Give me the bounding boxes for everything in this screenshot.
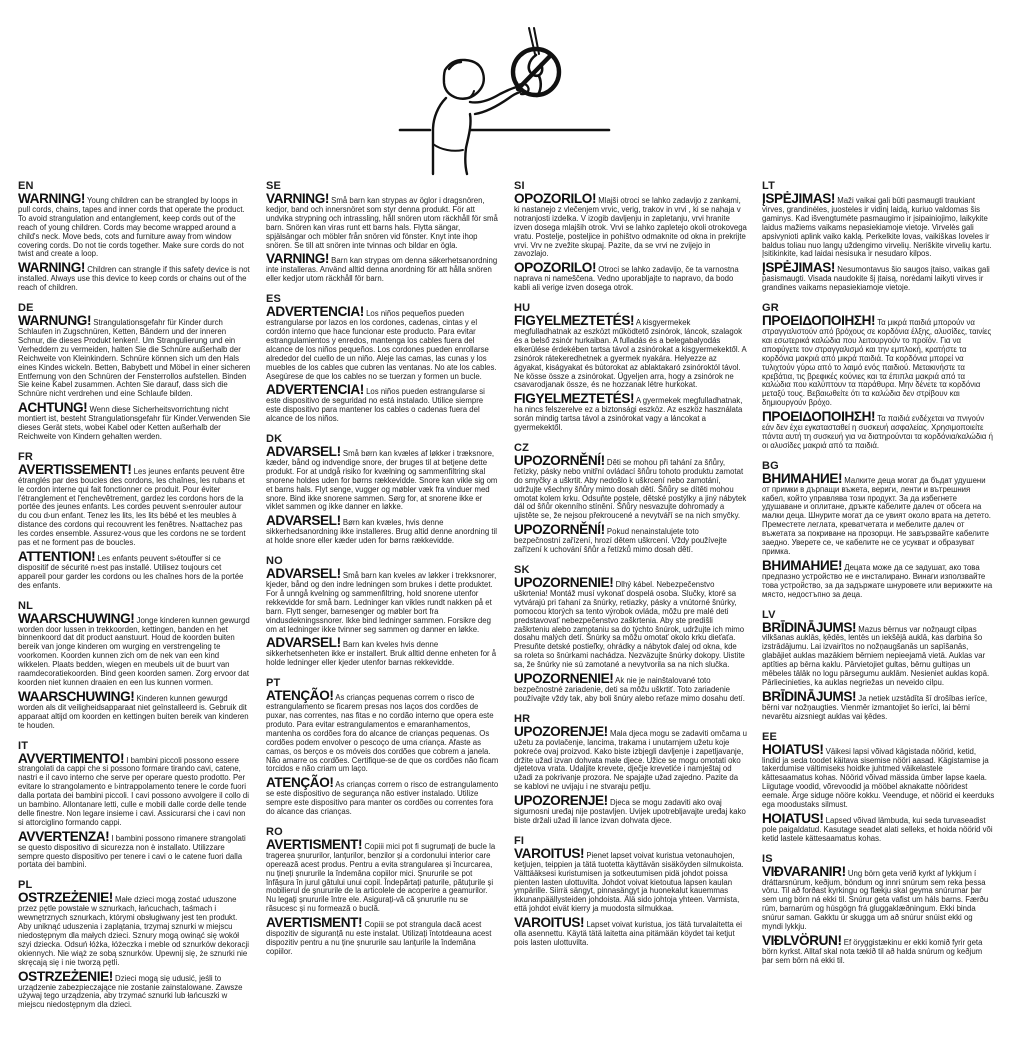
warning-heading: ADVARSEL!	[266, 513, 341, 529]
warning-paragraph: UPOZORENJE! Mala djeca mogu se zadaviti omčama u užetu za povlačenje, lancima, trakama i unutarnjem užetu koje pokreće ovaj proizvod. Kako biste izbjegli davljenje i zapetljavanje, držite užad izvan dohvata male djece. Užice se mogu omotati oko djetetova vrata. Udaljite krevete, dječje krevetiće i namještaj od užadi za pokrivanje prozora. Ne spajajte užad zajedno. Pazite da se kablovi ne uvijaju i ne stvaraju petlju.	[514, 723, 747, 792]
language-code: FI	[514, 834, 525, 847]
language-code: LV	[762, 608, 776, 621]
section-sk	[514, 564, 747, 704]
warning-paragraph: FIGYELMEZTETÉS! A gyermekek megfulladhatnak, ha nincs felszerelve ez a biztonsági eszköz. Az eszköz használata során mindig tartsa távol a zsinórokat vagy a láncokat a gyermekektől.	[514, 391, 743, 433]
language-code: SE	[266, 180, 282, 192]
warning-paragraph: HOIATUS! Väikesi lapsi võivad kägistada nöörid, ketid, lindid ja seda toodet käitava sisemise nööri aasad. Kägistamise ja takerdumise vältimiseks hoidke juhtmed väikelastele kättesaamatus kohas. Nöörid võivad mässida ümber lapse kaela. Liigutage voodid, võrevoodid ja mööbel aknakatte nööridest eemale. Ärge siduge nööre kokku. Veenduge, et nöörid ei keerduks ega moodustaks silmust.	[762, 741, 995, 810]
warning-heading: UPOZORENJE!	[514, 723, 608, 739]
language-code: DE	[18, 302, 34, 315]
warning-paragraph: ATENÇÃO! As crianças pequenas correm o risco de estrangulamento se ficarem presas nos laços dos cordões de puxar, nas correntes, nas fitas e no cordão interno que opera este produto. Para evitar estrangulamentos e emaranhamentos, mantenha os cordões fora do alcance de crianças pequenas. Os cordões podem envolver o pescoço de uma criança. Afaste as camas, os berços e os móveis dos cordões que cobrem a janela. Não amarre os cordões. Certifique-se de que os cordões não ficam torcidos e não criam um laço.	[266, 688, 499, 774]
section-nl	[18, 600, 251, 731]
warning-heading: BRĪDINĀJUMS!	[762, 688, 857, 704]
warning-heading: ВНИМАНИЕ!	[762, 557, 843, 573]
warning-heading: ADVERTENCIA!	[266, 382, 364, 398]
warning-paragraph: ADVARSEL! Børn kan kvæles, hvis denne sikkerhedsanordning ikke installeres. Brug altid denne anordning til at holde snore eller kæder uden for børns rækkevidde.	[266, 513, 498, 546]
language-code: DK	[266, 433, 283, 446]
warning-paragraph: OPOZORILO! Otroci se lahko zadavijo, če ta varnostna naprava ni nameščena. Vedno uporabljajte to napravo, da bodo kabli ali verige izven dosega otrok.	[514, 260, 739, 293]
warning-paragraph: ADVARSEL! Små børn kan kvæles af løkker i træksnore, kæder, bånd og indvendige snore, der bruges til at betjene dette produkt. For at undgå risiko for kvælning og sammenfiltring skal snorene holdes uden for børns rækkevidde. Snore kan vikle sig om et barns hals. Flyt senge, vugger og møbler væk fra vinduer med snore. Bind ikke snorene sammen. Sørg for, at snorene ikke er viklet sammen og ikke danner en løkke.	[266, 444, 498, 512]
warning-paragraph: ADVARSEL! Barn kan kveles hvis denne sikkerhetsenheten ikke er installert. Bruk alltid denne enheten for å holde ledninger eller kjeder utenfor barnas rekkevidde.	[266, 635, 497, 668]
warning-heading: WARNUNG!	[18, 313, 92, 329]
warning-heading: ĮSPĖJIMAS!	[762, 260, 836, 276]
warning-heading: ATENÇÃO!	[266, 688, 334, 704]
section-no	[266, 555, 499, 668]
warning-heading: WARNING!	[18, 191, 86, 206]
warning-paragraph: WAARSCHUWING! Jonge kinderen kunnen gewurgd worden door lussen in trekkoorden, kettingen, banden en het binnenkoord dat dit product aanstuurt. Houd de koorden buiten bereik van jonge kinderen om wurging en verstrengeling te voorkomen. Koorden kunnen zich om de nek van een kind wikkelen. Plaats bedden, wiegen en meubels uit de buurt van raamdecoratiekoorden. Bind geen koorden samen. Zorg ervoor dat koorden niet kunnen draaien en een lus kunnen vormen.	[18, 610, 250, 687]
warning-heading: ΠΡΟΕΙΔΟΠΟΙΗΣΗ!	[762, 409, 876, 425]
warning-heading: WAARSCHUWING!	[18, 688, 135, 704]
section-dk	[266, 433, 499, 546]
section-pl	[18, 879, 251, 1010]
section-lt	[762, 180, 995, 293]
warning-heading: ADVARSEL!	[266, 444, 341, 460]
section-hr	[514, 713, 747, 826]
warning-heading: OSTRZEŻENIE!	[18, 968, 113, 984]
warning-paragraph: AVVERTENZA! I bambini possono rimanere strangolati se questo dispositivo di sicurezza non è installato. Utilizzare sempre questo dispositivo per tenere i cavi o le catene fuori dalla portata dei bambini.	[18, 828, 246, 870]
section-lv	[762, 609, 995, 722]
warning-paragraph: VIÐVARANIR! Ung börn geta verið kyrkt af lykkjum í dráttarsnúrum, keðjum, böndum og innri snúrum sem reka þessa vöru. Til að forðast kyrkingu og flækju skal geyma snúrurnar þar sem ung börn ná ekki til. Snúrur geta vafist um háls barns. Færðu rúm, barnarúm og húsgögn frá gluggaklæðningum. Ekki binda snúrur saman. Gakktu úr skugga um að snúrur snúist ekki og myndi lykkju.	[762, 863, 989, 932]
warning-paragraph: ĮSPĖJIMAS! Nesumontavus šio saugos įtaiso, vaikas gali pasismaugti. Visada naudokite šį įtaisą, norėdami laikyti virves ir grandines vaikams nepasiekiamoje vietoje.	[762, 260, 990, 293]
warning-paragraph: AVERTISMENT! Copiii se pot strangula dacă acest dispozitiv de siguranță nu este instalat. Utilizați întotdeauna acest dispozitiv pentru a nu ține șnururile sau lanțurile la îndemâna copiilor.	[266, 915, 492, 956]
warning-paragraph: AVERTISMENT! Copiii mici pot fi sugrumați de bucle la tragerea șnururilor, lanțurilor, benzilor și a cordonului interior care operează acest produs. Pentru a evita strangularea și încurcarea, nu țineți șnururile la îndemâna copiilor mici. Șnururile se pot înfășura în jurul gâtului unui copil. Îndepărtați paturile, pătuțurile și mobilierul de șnururile de la articolele de acoperire a geamurilor. Nu legați șnururile între ele. Asigurați-vă că șnururile nu se răsucesc și nu formează o buclă.	[266, 836, 496, 914]
warning-heading: WARNING!	[18, 260, 86, 276]
warning-heading: OPOZORILO!	[514, 260, 597, 276]
warning-heading: AVERTISMENT!	[266, 836, 363, 852]
section-si	[514, 180, 747, 293]
warning-heading: VARNING!	[266, 191, 330, 206]
language-code: HU	[514, 302, 531, 315]
warning-heading: ADVARSEL!	[266, 635, 341, 651]
warning-heading: UPOZORNENIE!	[514, 575, 614, 590]
section-fi	[514, 835, 747, 948]
warning-heading: VARNING!	[266, 251, 330, 267]
warning-paragraph: WARNING! Children can strangle if this safety device is not installed. Always use this device to keep cords or chains out of the reach of children.	[18, 260, 250, 293]
language-code: EE	[762, 730, 778, 743]
warning-paragraph: VARNING! Barn kan strypas om denna säkerhetsanordning inte installeras. Använd alltid denna anordning för att hålla snören eller kedjor utom räckhåll för barn.	[266, 251, 498, 284]
warning-paragraph: BRĪDINĀJUMS! Mazus bērnus var nožņaugt cilpas vilkšanas auklās, ķēdēs, lentēs un iekšējā auklā, kas darbina šo izstrādājumu. Lai izvairītos no nožņaugšanās un sapīšanās, glabājiet auklas mazākiem bērniem nepieejamā vietā. Auklas var aptīties ap bērna kaklu. Pārvietojiet gultas, bērnu gultiņas un mēbeles tālāk no logu pārsegumu auklām. Nesieniet auklas kopā. Pārliecinieties, ka auklas negriežas un neveido cilpu.	[762, 619, 990, 687]
warning-heading: ATENÇÃO!	[266, 775, 334, 791]
warning-paragraph: AVVERTIMENTO! I bambini piccoli possono essere strangolati da cappi che si possono formare tirando cavi, catene, nastri e il cavo interno che serve per operare questo prodotto. Per evitare lo strangolamento e l›intrappolamento tenere le corde fuori dalla portata dei bambini piccoli. I cavi possono avvolgere il collo di un bambino. Allontanare letti, culle e mobili dalle corde delle tende delle finestre. Non legare insieme i cavi. Assicurarsi che i cavi non si attorciglino formando cappi.	[18, 750, 250, 827]
warning-paragraph: WARNUNG! Strangulationsgefahr für Kinder durch Schlaufen in Zugschnüren, Ketten, Bändern und der inneren Schnur, die dieses Produkt lenken!. Um Strangulierung und ein Verheddern zu vermeiden, halten Sie die Schnüre außerhalb der Reichweite von Kleinkindern. Schnüre können sich um den Hals eines Kindes wickeln. Betten, Babybett und Möbel in einer sicheren Entfernung von den Schnüren der Fensterrollos aufstellen. Binden Sie keine Kabel zusammen. Achten Sie darauf, dass sich die Schnüre nicht verdrehen und eine Schlaufe bilden.	[18, 313, 251, 399]
section-ro	[266, 826, 499, 957]
warning-paragraph: UPOZORNĚNÍ! Pokud nenainstalujete toto bezpečnostní zařízení, hrozí dětem uškrcení. Vždy používejte zařízení k uchování šňůr a řetízků mimo dosah dětí.	[514, 522, 727, 555]
language-code: GR	[762, 302, 779, 315]
warning-paragraph: ΠΡΟΕΙΔΟΠΟΙΗΣΗ! Τα παιδιά ενδέχεται να πνιγούν εάν δεν έχει εγκατασταθεί η συσκευή ασφαλείας. Χρησιμοποιείτε πάντα αυτή τη συσκευή για να διατηρούνται τα κορδόνια/καλώδια ή οι αλυσίδες μακριά από τα παιδιά.	[762, 409, 993, 450]
warning-heading: VIÐVARANIR!	[762, 863, 846, 879]
warning-text-grid	[0, 178, 1024, 1015]
section-fr	[18, 451, 251, 591]
warning-paragraph: WAARSCHUWING! Kinderen kunnen gewurgd worden als dit veiligheidsapparaat niet geïnstalleerd is. Gebruik dit apparaat altijd om koorden en kettingen buiten bereik van kinderen te houden.	[18, 688, 249, 730]
warning-heading: UPOZORNĚNÍ!	[514, 452, 605, 468]
section-it	[18, 740, 251, 871]
warning-heading: VAROITUS!	[514, 845, 585, 861]
warning-paragraph: ΠΡΟΕΙΔΟΠΟΙΗΣΗ! Τα μικρά παιδιά μπορούν να στραγγαλιστούν από βρόχους σε κορδόνια έλξης, αλυσίδες, ταινίες και εσωτερικά καλώδια που λειτουργούν το προϊόν. Για να αποφύγετε τον στραγγαλισμό και την εμπλοκή, κρατήστε τα κορδόνια μακριά από μικρά παιδιά. Τα κορδόνια μπορεί να τυλιχτούν γύρω από το λαιμό ενός παιδιού. Μετακινήστε τα κρεβάτια, τις βρεφικές κούνιες και τα έπιπλα μακριά από τα καλώδια που καλύπτουν τα παράθυρα. Μην δένετε τα κορδόνια μεταξύ τους. Βεβαιωθείτε ότι τα καλώδια δεν στρίβουν και δημιουργούν βρόχο.	[762, 313, 992, 408]
warning-heading: ADVARSEL!	[266, 566, 341, 582]
section-se	[266, 180, 499, 284]
language-code: IS	[762, 852, 773, 865]
warning-paragraph: ATENÇÃO! As crianças correm o risco de estrangulamento se este dispositivo de segurança não estiver instalado. Utilize sempre este dispositivo para manter os cordões ou correntes fora do alcance das crianças.	[266, 775, 499, 817]
child-cord-prohibition-icon	[366, 26, 646, 176]
warning-paragraph: FIGYELMEZTETÉS! A kisgyermekek megfulladhatnak az eszközt működtető zsinórok, láncok, szalagok és a belső zsinór hurkaiban. A fulladás és a belegabalyodás elkerülése érdekében tartsa távol a zsinórokat a kisgyermekektől. A zsinórok rátekeredhetnek a gyermek nyakára. Helyezze az ágyakat, kiságyakat és bútorokat az ablaktakaró zsinóroktól távol. Ne kösse össze a zsinórokat. Ügyeljen arra, hogy a zsinórok ne csavarodjanak össze, és ne hozzanak létre hurkokat.	[514, 313, 747, 390]
warning-paragraph: ADVERTENCIA! Los niños pueden estrangularse si este dispositivo de seguridad no está instalado. Utilice siempre este dispositivo para mantener los cables o cadenas fuera del alcance de los niños.	[266, 382, 485, 424]
warning-paragraph: ADVERTENCIA! Los niños pequeños pueden estrangularse por lazos en los cordones, cadenas, cintas y el cordón interno que hace funcionar este producto. Para evitar estrangulamientos y enredos, mantenga los cables fuera del alcance de los niños pequeños. Los cordones pueden enrollarse alrededor del cuello de un niño. Aleje las camas, las cunas y los muebles de los cables que cubren las ventanas. No ate los cables. Asegúrese de que los cables no se tuerzan y formen un bucle.	[266, 304, 497, 381]
warning-heading: VIÐLVÖRUN!	[762, 933, 842, 948]
section-cz	[514, 442, 747, 555]
warning-paragraph: OSTRZEŻENIE! Dzieci mogą się udusić, jeśli to urządzenie zabezpieczające nie zostanie zainstalowane. Zawsze używaj tego urządzenia, aby trzymać sznurki lub łańcuszki w miejscu niedostępnym dla dzieci.	[18, 968, 243, 1010]
warning-paragraph: UPOZORNĚNÍ! Děti se mohou při tahání za šňůry, řetízky, pásky nebo vnitřní ovládací šňůru tohoto produktu zamotat do smyčky a uškrtit. Aby nedošlo k uškrcení nebo zamotání, udržujte všechny šňůry mimo dosah dětí. Šňůry se dítěti mohou omotat kolem krku. Odsuňte postele, dětské postýlky a jiný nábytek dál od šňůr okenního stínění. Šňůry nesvazujte dohromady a ujistěte se, že nejsou překroucené a nevytváří se na nich smyčky.	[514, 452, 747, 521]
warning-heading: HOIATUS!	[762, 810, 824, 826]
warning-heading: BRĪDINĀJUMS!	[762, 619, 857, 635]
warning-paragraph: ВНИМАНИЕ! Малките деца могат да бъдат удушени от примки в дърпащи въжета, вериги, ленти и вътрешния кабел, който управлява този продукт. За да избегнете удушаване и оплитане, дръжте кабелите далеч от обсега на малки деца. Шнурите могат да се увият около врата на детето. Преместете леглата, креватчетата и мебелите далеч от въжетата за покриване на прозорци. Не завързвайте кабелите заедно. Уверете се, че кабелите не се усукват и образуват примка.	[762, 470, 991, 556]
warning-heading: UPOZORNENIE!	[514, 671, 614, 687]
warning-paragraph: UPOZORNENIE! Ak nie je nainštalované toto bezpečnostné zariadenie, deti sa môžu uškrtiť. Toto zariadenie používajte vždy tak, aby boli šnúry alebo reťaze mimo dosahu detí.	[514, 671, 745, 703]
column-1	[18, 180, 251, 1015]
warning-heading: ADVERTENCIA!	[266, 304, 364, 320]
language-code: RO	[266, 825, 283, 838]
language-code: LT	[762, 180, 776, 192]
warning-heading: ВНИМАНИЕ!	[762, 470, 843, 486]
warning-paragraph: UPOZORENJE! Djeca se mogu zadaviti ako ovaj sigurnosni uređaj nije postavljen. Uvijek upotrebljavajte uređaj kako biste držali užad ili lance izvan dohvata djece.	[514, 793, 746, 825]
warning-heading: OSTRZEŻENIE!	[18, 890, 113, 906]
warning-paragraph: ACHTUNG! Wenn diese Sicherheitsvorrichtung nicht montiert ist, besteht Strangulationsgefahr für Kinder.Verwenden Sie dieses Gerät stets, wobei Kabel oder Ketten außerhalb der Reichweite von Kindern gehalten werden.	[18, 400, 251, 441]
language-code: SI	[514, 180, 525, 192]
language-code: BG	[762, 459, 779, 472]
warning-heading: VAROITUS!	[514, 915, 585, 931]
warning-heading: ΠΡΟΕΙΔΟΠΟΙΗΣΗ!	[762, 313, 876, 329]
warning-paragraph: ĮSPĖJIMAS! Maži vaikai gali būti pasmaugti traukiant virves, grandinėles, juosteles ir vidinį laidą, kuriuo valdomas šis gaminys. Kad išvengtumėte pasmaugimo ir įsipainiojimo, laikykite laidus mažiems vaikams nepasiekiamoje vietoje. Virvelės gali apsivynioti aplink vaiko kaklą. Perkelkite lovas, vaikiškas loveles ir baldus toliau nuo langų uždengimo virvelių. Neriškite virvelių kartu. Įsitikinkite, kad laidai nesisuka ir nesudaro kilpos.	[762, 191, 992, 259]
warning-heading: FIGYELMEZTETÉS!	[514, 313, 635, 329]
column-2	[266, 180, 499, 962]
warning-paragraph: UPOZORNENIE! Dlhý kábel. Nebezpečenstvo uškrtenia! Montáž musí vykonať dospelá osoba. Slučky, ktoré sa vytvárajú pri ťahaní za šnúrky, retiazky, pásky a vnútorné šnúrky, pomocou ktorých sa tento výrobok ovláda, môžu pre malé deti predstavovať nebezpečenstvo zaškrtenia. Aby ste predišli zaškrteniu alebo zamotaniu sa do týchto šnúrok, udržujte ich mimo dosahu malých detí. Šnúrky sa môžu omotať okolo krku dieťaťa. Presuňte detské postieľky, ohrádky a nábytok ďalej od okna, kde sa roleta so šnúrkami nachádza. Nezväzujte šnúrky dokopy. Uistite sa, že šnúrky nie sú zamotané a nevytvorila sa na nich slučka.	[514, 575, 745, 670]
warning-paragraph: VARNING! Små barn kan strypas av öglor i dragsnören, kedjor, band och innersnöret som styr denna produkt. För att undvika strypning och intrassling, håll snören utom räckhåll för små barn. Snören kan viras runt ett barns hals. Flytta sängar, spjälsängar och möbler från snören vid fönster. Knyt inte ihop snören. Se till att snören inte tvinnas och bildar en ögla.	[266, 191, 498, 250]
warning-heading: OPOZORILO!	[514, 191, 597, 206]
warning-heading: ĮSPĖJIMAS!	[762, 191, 836, 206]
warning-paragraph: HOIATUS! Lapsed võivad lämbuda, kui seda turvaseadist pole paigaldatud. Kasutage seadet alati selleks, et hoida nöörid või ketid lastele kättesaamatus kohas.	[762, 810, 993, 843]
language-code: ES	[266, 293, 282, 306]
warning-paragraph: AVERTISSEMENT! Les jeunes enfants peuvent être étranglés par des boucles des cordons, les chaînes, les rubans et le cordon interne qui fait fonctionner ce produit. Pour éviter l'étranglement et l'enchevêtrement, gardez les cordons hors de la portée des jeunes enfants. Les cordes peuvent s›enrouler autour du cou d›un enfant. Tenez les lits, les lits bébé et les meubles à distance des cordons qui recouvrent les fenêtres. N›attachez pas les cordes ensemble. Assurez-vous que les cordons ne se tordent pas et ne forment pas de boucles.	[18, 461, 246, 548]
warning-paragraph: WARNING! Young children can be strangled by loops in pull cords, chains, tapes and inner cords that operate the product. To avoid strangulation and entanglement, keep cords out of the reach of young children. Cords may become wrapped around a child's neck. Move beds, cots and furniture away from window covering cords. Do not tie cords together. Make sure cords do not twist and create a loop.	[18, 191, 245, 259]
section-ee	[762, 731, 995, 844]
warning-heading: HOIATUS!	[762, 741, 824, 757]
language-code: EN	[18, 180, 34, 192]
warning-heading: WAARSCHUWING!	[18, 610, 135, 626]
language-code: FR	[18, 450, 34, 463]
warning-paragraph: ВНИМАНИЕ! Децата може да се задушат, ако това предпазно устройство не е инсталирано. Винаги използвайте това устройство, за да задържате шнуровете или верижките на място, недостъпно за деца.	[762, 557, 993, 599]
language-code: NL	[18, 599, 34, 612]
language-code: PL	[18, 879, 33, 892]
warning-paragraph: VAROITUS! Pienet lapset voivat kuristua vetonauhojen, ketjujen, teippien ja tätä tuotetta käyttävän sisäköyden silmukoista. Välttääksesi kuristumisen ja sotkeutumisen pidä johdot poissa pienten lasten ulottuvilta. Johdot voivat kietoutua lapsen kaulan ympärille. Siirrä sängyt, pinnasängyt ja huonekalut kauemmas ikkunanpäällysteiden johdoista. Älä sido johtoja yhteen. Varmista, että johdot eivät kierry ja muodosta silmukkaa.	[514, 845, 744, 914]
section-pt	[266, 677, 499, 817]
warning-paragraph: VAROITUS! Lapset voivat kuristua, jos tätä turvalaitetta ei olla asennettu. Käytä tätä laitetta aina pitämään köydet tai ketjut pois lasten ulottuvilta.	[514, 915, 742, 947]
section-bg	[762, 460, 995, 600]
warning-paragraph: VIÐLVÖRUN! Ef öryggistækinu er ekki komið fyrir geta börn kyrkst. Alltaf skal nota tækið til að halda snúrum og keðjum þar sem börn ná ekki til.	[762, 933, 983, 965]
language-code: HR	[514, 712, 531, 725]
warning-heading: ACHTUNG!	[18, 400, 88, 416]
language-code: NO	[266, 555, 283, 568]
warning-paragraph: ATTENTION! Les enfants peuvent s›étouffer si ce dispositif de sécurité n›est pas installé. Utilisez toujours cet appareil pour garder les cordons ou les chaînes hors de la portée des enfants.	[18, 549, 244, 590]
warning-paragraph: ADVARSEL! Små barn kan kveles av løkker i trekksnorer, kjeder, bånd og den indre ledningen som brukes i dette produktet. For å unngå kvelning og sammenfiltring, hold snorene utenfor rekkevidde for små barn. Ledninger kan vikles rundt nakken på et barn. Flytt senger, barnesenger og møbler bort fra vindusdekningssnorer. Ikke bind ledninger sammen. Forsikre deg om at ledninger ikke tvinner seg sammen og danner en løkke.	[266, 566, 497, 634]
column-3	[514, 180, 747, 953]
section-is	[762, 853, 995, 966]
warning-heading: AVERTISMENT!	[266, 915, 363, 931]
warning-paragraph: OSTRZEŻENIE! Małe dzieci mogą zostać uduszone przez pętle powstałe w sznurkach, łańcuchach, taśmach i wewnętrznych sznurkach, którymi obsługiwany jest ten produkt. Aby uniknąć uduszenia i zaplątania, trzymaj sznurki w miejscu niedostępnym dla małych dzieci. Sznury mogą owinąć się wokół szyi dziecka. Odsuń łóżka, łóżeczka i meble od sznurków dekoracji okiennych. Nie wiąż ze sobą sznurków. Upewnij się, że sznurki nie skręcają się i nie tworzą pętli.	[18, 890, 249, 967]
warning-paragraph: OPOZORILO! Mlajši otroci se lahko zadavijo z zankami, ki nastanejo z vlečenjem vrvic, verig, trakov in vrvi , ki se nahaja v notranjosti izdelka. V izogib davljenju in zapletanju, vrvi hranite izven dosega mlajših otrok. Vrvi se lahko zapletejo okoli otrokovega vratu. Postelje, posteljice in pohištvo odmaknite od okna in prekrijte vrvi. Vrv ne zvežite skupaj. Pazite, da se vrvi ne zvijejo in zavozlajo.	[514, 191, 747, 259]
language-code: IT	[18, 739, 29, 752]
section-de	[18, 302, 251, 442]
warning-paragraph: BRĪDINĀJUMS! Ja netiek uzstādīta šī drošības ierīce, bērni var nožņaugties. Vienmēr izmantojiet šo ierīci, lai bērni nevarētu aizsniegt auklas vai ķēdes.	[762, 688, 988, 721]
warning-heading: UPOZORNĚNÍ!	[514, 522, 605, 538]
section-gr	[762, 302, 995, 451]
warning-heading: UPOZORENJE!	[514, 793, 608, 809]
language-code: SK	[514, 564, 530, 576]
section-en	[18, 180, 251, 293]
section-hu	[514, 302, 747, 433]
column-4	[762, 180, 995, 971]
warning-heading: AVVERTIMENTO!	[18, 750, 125, 766]
section-es	[266, 293, 499, 424]
warning-heading: FIGYELMEZTETÉS!	[514, 391, 635, 407]
safety-illustration	[366, 26, 646, 176]
language-code: PT	[266, 677, 281, 690]
warning-heading: AVVERTENZA!	[18, 828, 110, 844]
warning-heading: AVERTISSEMENT!	[18, 461, 132, 477]
warning-heading: ATTENTION!	[18, 549, 96, 564]
language-code: CZ	[514, 441, 530, 454]
